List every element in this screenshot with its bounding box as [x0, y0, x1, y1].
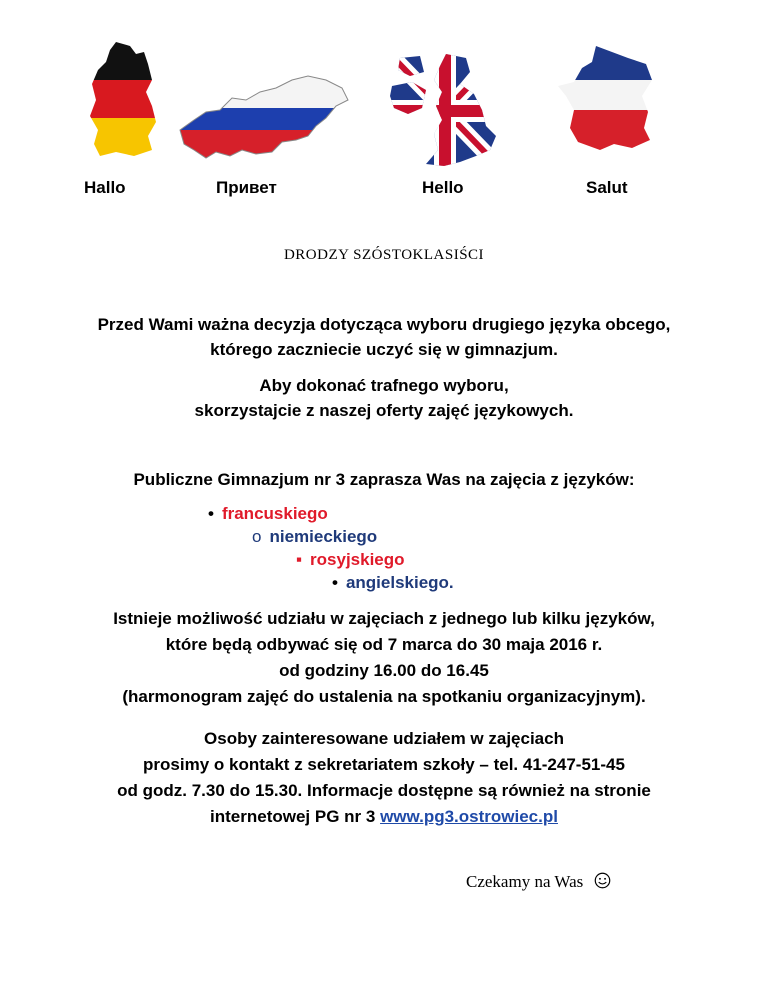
- bullet-icon: o: [252, 527, 262, 546]
- details-line-2: które będą odbywać się od 7 marca do 30 maja 2016 r.: [165, 635, 603, 654]
- language-label: francuskiego: [221, 504, 328, 523]
- details-line-1: Istnieje możliwość udziału w zajęciach z jednego lub kilku języków,: [113, 609, 655, 628]
- intro-line-1: Przed Wami ważna decyzja dotycząca wyboru drugiego języka obcego,: [97, 315, 671, 334]
- invite-text: Publiczne Gimnazjum nr 3 zaprasza Was na zajęcia z języków:: [133, 470, 635, 489]
- bullet-icon: ▪: [296, 550, 303, 569]
- language-item-french: [208, 503, 328, 525]
- language-item-english: [332, 572, 454, 594]
- intro-line-2: którego zaczniecie uczyć się w gimnazjum.: [210, 340, 558, 359]
- language-label: niemieckiego: [269, 527, 378, 546]
- uk-map-icon: [386, 50, 504, 172]
- bullet-icon: •: [208, 504, 214, 523]
- closing-text: [466, 872, 611, 892]
- closing-label: Czekamy na Was: [466, 872, 584, 891]
- greeting-german: Hallo: [84, 178, 126, 197]
- page-title: DRODZY SZÓSTOKLASIŚCI: [283, 247, 485, 263]
- greeting-russian: Привет: [216, 178, 277, 197]
- details-line-4: (harmonogram zajęć do ustalenia na spotkaniu organizacyjnym).: [122, 687, 646, 706]
- contact-paragraph: [0, 726, 768, 830]
- advice-paragraph: [0, 373, 768, 423]
- smiley-icon: [594, 872, 611, 889]
- website-link[interactable]: www.pg3.ostrowiec.pl: [380, 807, 558, 826]
- details-line-3: od godziny 16.00 do 16.45: [279, 661, 489, 680]
- russia-map-icon: [176, 70, 352, 170]
- language-label: angielskiego.: [345, 573, 454, 592]
- france-map-icon: [556, 44, 656, 154]
- germany-map-icon: [86, 40, 158, 158]
- intro-paragraph: [0, 312, 768, 362]
- details-paragraph: [0, 606, 768, 710]
- contact-line-4-prefix: internetowej PG nr 3: [210, 807, 381, 826]
- contact-line-3: od godz. 7.30 do 15.30. Informacje dostępne są również na stronie: [117, 781, 651, 800]
- contact-line-2: prosimy o kontakt z sekretariatem szkoły – tel. 41-247-51-45: [143, 755, 625, 774]
- contact-line-4: [0, 804, 768, 830]
- advice-line-1: Aby dokonać trafnego wyboru,: [259, 376, 509, 395]
- language-item-german: [252, 526, 377, 548]
- greeting-french: Salut: [586, 178, 628, 197]
- advice-line-2: skorzystajcie z naszej oferty zajęć językowych.: [194, 401, 574, 420]
- language-item-russian: [296, 549, 405, 571]
- greeting-english: Hello: [422, 178, 464, 197]
- bullet-icon: •: [332, 573, 338, 592]
- contact-line-1: Osoby zainteresowane udziałem w zajęciach: [204, 729, 564, 748]
- language-label: rosyjskiego: [310, 550, 405, 569]
